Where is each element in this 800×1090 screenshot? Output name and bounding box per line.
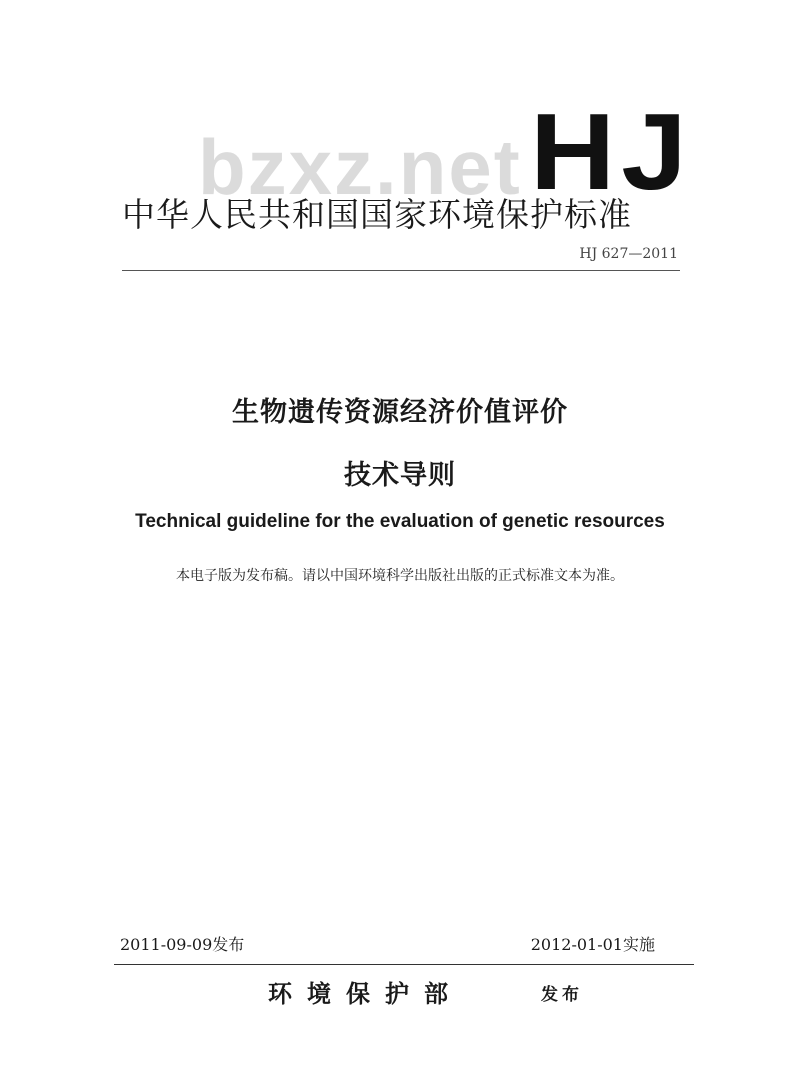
footer-divider <box>114 964 694 965</box>
standard-number: HJ 627—2011 <box>579 246 678 262</box>
title-cn-line1: 生物遗传资源经济价值评价 <box>232 397 568 428</box>
header-divider <box>122 270 680 271</box>
issue-date: 2011-09-09发布 <box>120 935 245 954</box>
org-title: 中华人民共和国国家环境保护标准 <box>122 195 632 234</box>
watermark: bzxz.net <box>198 123 522 211</box>
issuer: 环境保护部 <box>268 979 463 1008</box>
issuer-suffix: 发布 <box>541 985 583 1005</box>
notice-text: 本电子版为发布稿。请以中国环境科学出版社出版的正式标准文本为准。 <box>176 568 624 584</box>
title-en: Technical guideline for the evaluation of genetic resources <box>135 511 665 532</box>
implementation-date: 2012-01-01实施 <box>530 935 655 954</box>
hj-logo: HJ <box>530 91 693 213</box>
title-cn-line2: 技术导则 <box>344 460 456 491</box>
